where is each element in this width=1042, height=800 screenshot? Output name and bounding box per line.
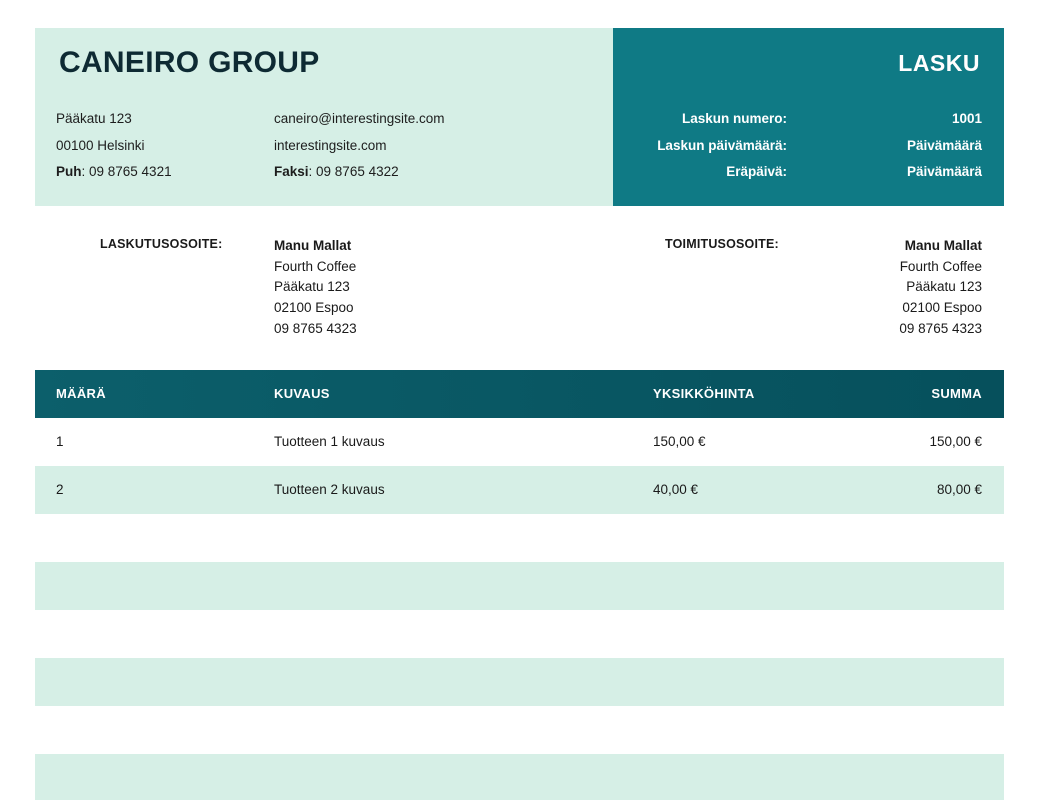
row-unit-price: 40,00 € (653, 482, 699, 497)
company-street: Pääkatu 123 (56, 111, 132, 126)
company-info-panel (35, 28, 613, 206)
invoice-number-label: Laskun numero: (681, 111, 787, 126)
shipping-street: Pääkatu 123 (906, 279, 982, 295)
billing-city: 02100 Espoo (274, 300, 354, 316)
header-quantity: MÄÄRÄ (56, 386, 106, 401)
table-row (35, 706, 1004, 754)
shipping-name: Manu Mallat (904, 238, 982, 253)
company-address (56, 106, 172, 186)
table-row (35, 562, 1004, 610)
row-description: Tuotteen 2 kuvaus (274, 482, 385, 497)
invoice-date: Päivämäärä (906, 137, 982, 153)
shipping-address (899, 236, 982, 340)
company-name: CANEIRO GROUP (59, 46, 320, 79)
table-row (35, 658, 1004, 706)
invoice-header (35, 28, 1004, 206)
billing-name: Manu Mallat (274, 238, 352, 253)
phone-value: : 09 8765 4321 (81, 164, 172, 179)
company-website: interestingsite.com (274, 137, 387, 153)
billing-address (274, 236, 357, 340)
invoice-due-date: Päivämäärä (906, 164, 982, 179)
row-quantity: 2 (56, 482, 64, 497)
table-row (35, 514, 1004, 562)
company-contact (274, 106, 445, 186)
invoice-number: 1001 (951, 111, 982, 126)
invoice-title: LASKU (898, 50, 980, 76)
line-items-table (35, 370, 1004, 800)
company-email: caneiro@interestingsite.com (274, 111, 445, 126)
shipping-city: 02100 Espoo (902, 300, 982, 316)
row-sum: 80,00 € (936, 482, 982, 497)
billing-phone: 09 8765 4323 (274, 320, 357, 336)
company-fax (274, 159, 445, 186)
row-unit-price: 150,00 € (653, 434, 706, 449)
shipping-phone: 09 8765 4323 (899, 320, 982, 336)
row-quantity: 1 (56, 434, 64, 449)
shipping-address-label: TOIMITUSOSOITE: (665, 237, 779, 251)
table-row (35, 610, 1004, 658)
row-description: Tuotteen 1 kuvaus (274, 434, 385, 449)
company-phone (56, 159, 172, 186)
table-header (35, 370, 1004, 418)
invoice-meta-panel (613, 28, 1004, 206)
header-description: KUVAUS (274, 386, 330, 401)
fax-label: Faksi (274, 164, 309, 179)
company-city: 00100 Helsinki (56, 137, 145, 153)
table-row (35, 754, 1004, 800)
fax-value: : 09 8765 4322 (308, 164, 399, 179)
row-sum: 150,00 € (929, 434, 982, 449)
invoice-due-label: Eräpäivä: (726, 164, 787, 179)
billing-street: Pääkatu 123 (274, 279, 350, 295)
table-row (35, 418, 1004, 466)
invoice-meta-values (907, 106, 982, 186)
invoice-meta-labels (657, 106, 787, 186)
invoice-date-label: Laskun päivämäärä: (657, 137, 787, 153)
billing-address-label: LASKUTUSOSOITE: (100, 237, 223, 251)
table-row (35, 466, 1004, 514)
phone-label: Puh (56, 164, 82, 179)
header-sum: SUMMA (931, 386, 982, 401)
billing-company: Fourth Coffee (274, 258, 357, 274)
shipping-company: Fourth Coffee (899, 258, 982, 274)
header-unit-price: YKSIKKÖHINTA (653, 386, 755, 401)
